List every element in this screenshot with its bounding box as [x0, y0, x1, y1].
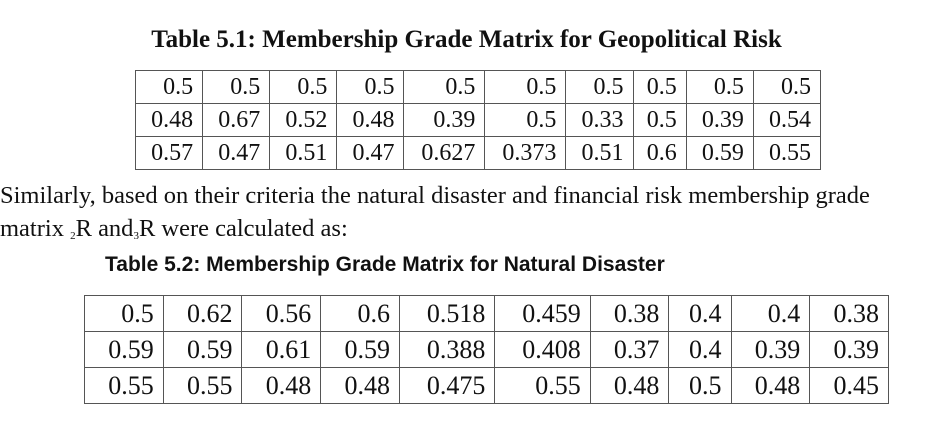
table-cell: 0.67 [203, 104, 270, 137]
table-cell: 0.59 [686, 137, 753, 170]
matrix-symbol-r3: R [138, 215, 156, 242]
natural-disaster-matrix [84, 295, 889, 404]
table-cell: 0.38 [590, 296, 669, 332]
table-cell: 0.55 [163, 368, 242, 404]
table-cell: 0.48 [590, 368, 669, 404]
table-cell: 0.59 [85, 332, 164, 368]
table-cell: 0.5 [337, 71, 404, 104]
table-cell: 0.475 [399, 368, 494, 404]
table-cell: 0.55 [85, 368, 164, 404]
table-cell: 0.39 [810, 332, 889, 368]
table1-title: Table 5.1: Membership Grade Matrix for Geopolitical Risk [151, 26, 782, 53]
matrix-word: matrix [0, 215, 71, 242]
table-cell: 0.6 [321, 296, 400, 332]
subscript-2: 2 [70, 230, 76, 242]
table2-title: Table 5.2: Membership Grade Matrix for Natural Disaster [105, 253, 665, 276]
table-row [85, 296, 889, 332]
table-cell: 0.5 [633, 104, 686, 137]
table-row [136, 71, 821, 104]
table-cell: 0.37 [590, 332, 669, 368]
table-cell: 0.5 [686, 71, 753, 104]
table-row [136, 104, 821, 137]
table-cell: 0.4 [731, 296, 810, 332]
table-cell: 0.61 [242, 332, 321, 368]
paragraph-line-2 [0, 212, 933, 253]
table-cell: 0.5 [669, 368, 731, 404]
table-cell: 0.56 [242, 296, 321, 332]
table-cell: 0.4 [669, 332, 731, 368]
table-cell: 0.47 [337, 137, 404, 170]
geopolitical-risk-matrix [135, 70, 821, 170]
table-cell: 0.48 [242, 368, 321, 404]
table-cell: 0.388 [399, 332, 494, 368]
subscript-3: 3 [133, 230, 139, 242]
table-cell: 0.52 [270, 104, 337, 137]
table-cell: 0.39 [731, 332, 810, 368]
table-cell: 0.6 [633, 137, 686, 170]
paragraph-line-1: Similarly, based on their criteria the natural disaster and financial risk membership grade [0, 182, 870, 209]
table-cell: 0.48 [321, 368, 400, 404]
table-cell: 0.4 [669, 296, 731, 332]
table-cell: 0.518 [399, 296, 494, 332]
table-cell: 0.373 [485, 137, 566, 170]
table-cell: 0.5 [566, 71, 633, 104]
paragraph-tail: were calculated as: [155, 215, 348, 242]
table-cell: 0.59 [321, 332, 400, 368]
table-cell: 0.47 [203, 137, 270, 170]
table-cell: 0.54 [753, 104, 820, 137]
table-cell: 0.51 [270, 137, 337, 170]
table-cell: 0.5 [753, 71, 820, 104]
table-cell: 0.5 [270, 71, 337, 104]
table-cell: 0.39 [686, 104, 753, 137]
table-row [85, 368, 889, 404]
table-cell: 0.62 [163, 296, 242, 332]
table2-body [85, 296, 889, 404]
table-cell: 0.57 [136, 137, 203, 170]
table-row [85, 332, 889, 368]
and-word: and [91, 215, 134, 242]
table-cell: 0.48 [136, 104, 203, 137]
table-cell: 0.48 [731, 368, 810, 404]
table1-body [136, 71, 821, 170]
table-cell: 0.459 [495, 296, 590, 332]
table-cell: 0.38 [810, 296, 889, 332]
table-cell: 0.5 [136, 71, 203, 104]
table-cell: 0.5 [203, 71, 270, 104]
table-cell: 0.59 [163, 332, 242, 368]
table-cell: 0.45 [810, 368, 889, 404]
table-cell: 0.39 [404, 104, 485, 137]
table-cell: 0.55 [753, 137, 820, 170]
table-cell: 0.5 [485, 71, 566, 104]
table-cell: 0.33 [566, 104, 633, 137]
table-cell: 0.55 [495, 368, 590, 404]
table-cell: 0.5 [485, 104, 566, 137]
matrix-symbol-r2: R [75, 215, 92, 242]
table-cell: 0.51 [566, 137, 633, 170]
body-paragraph [0, 179, 933, 253]
table-cell: 0.5 [633, 71, 686, 104]
table-cell: 0.627 [404, 137, 485, 170]
table-cell: 0.5 [85, 296, 164, 332]
table-cell: 0.408 [495, 332, 590, 368]
table-row [136, 137, 821, 170]
table-cell: 0.5 [404, 71, 485, 104]
table-cell: 0.48 [337, 104, 404, 137]
